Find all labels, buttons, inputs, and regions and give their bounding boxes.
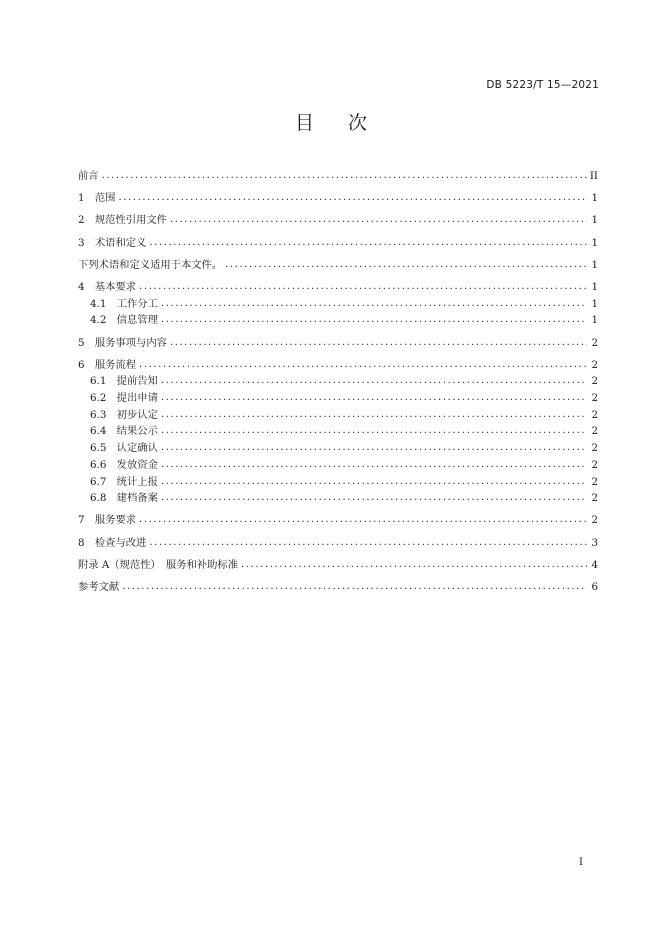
toc-entry-label: 6.5 认定确认 [90,442,158,455]
toc-entry-label: 6.3 初步认定 [90,408,158,421]
toc-dot-leader [170,214,587,226]
toc-entry[interactable] [78,581,598,593]
toc-dot-leader [161,425,587,437]
toc-entry[interactable] [78,392,598,404]
toc-entry[interactable] [78,492,598,504]
toc-entry[interactable] [78,514,598,526]
toc-entry-page: 2 [591,514,598,527]
toc-entry-page: 2 [591,458,598,471]
toc-dot-leader [161,492,587,504]
toc-entry-page: 1 [591,192,598,205]
toc-entry-label: 附录 A（规范性） 服务和补助标准 [78,558,239,571]
toc-entry-label: 4.1 工作分工 [90,297,158,310]
toc-entry-label: 7 服务要求 [78,514,137,527]
toc-entry-page: 2 [591,442,598,455]
toc-dot-leader [161,298,587,310]
toc-dot-leader [161,409,587,421]
toc-entry-page: 6 [591,580,598,593]
toc-entry-label: 2 规范性引用文件 [78,214,167,227]
toc-dot-leader [139,514,587,526]
toc-entry-label: 6.4 结果公示 [90,425,158,438]
toc-entry-page: 2 [591,392,598,405]
toc-entry-label: 6.2 提出申请 [90,392,158,405]
toc-dot-leader [241,559,587,571]
toc-entry-label: 6.8 建档备案 [90,492,158,505]
toc-entry[interactable] [78,559,598,571]
toc-entry[interactable] [78,337,598,349]
toc-entry-page: 2 [591,475,598,488]
toc-entry-label: 3 术语和定义 [78,236,147,249]
toc-entry[interactable] [78,192,598,204]
document-code: DB 5223/T 15—2021 [486,79,599,91]
toc-entry-page: 1 [591,236,598,249]
toc-entry-label: 前言 [78,170,99,182]
toc-entry[interactable] [78,281,598,293]
toc-entry-page: 1 [591,258,598,271]
toc-entry-page: 2 [591,492,598,505]
toc-entry-label: 1 范围 [78,192,116,205]
toc-entry[interactable] [78,375,598,387]
toc-entry[interactable] [78,459,598,471]
toc-entry-label: 5 服务事项与内容 [78,336,167,349]
toc-entry[interactable] [78,314,598,326]
toc-dot-leader [161,375,587,387]
toc-dot-leader [122,581,587,593]
toc-entry-label: 4.2 信息管理 [90,314,158,327]
page-title: 目次 [294,112,401,134]
toc-entry-page: 1 [591,214,598,227]
toc-entry-page: 1 [591,280,598,293]
toc-dot-leader [170,337,587,349]
toc-entry[interactable] [78,259,598,271]
toc-entry-page: 2 [591,336,598,349]
toc-dot-leader [161,476,587,488]
toc-entry[interactable] [78,170,598,182]
toc-dot-leader [161,392,587,404]
toc-entry-label: 下列术语和定义适用于本文件。 [78,258,223,271]
toc-entry[interactable] [78,359,598,371]
toc-dot-leader [161,442,587,454]
toc-entry-label: 参考文献 [78,580,120,593]
toc-entry[interactable] [78,237,598,249]
toc-entry-page: 3 [591,536,598,549]
toc-entry-page: 2 [591,375,598,388]
toc-entry-page: 2 [591,425,598,438]
toc-entry-label: 4 基本要求 [78,280,137,293]
toc-entry[interactable] [78,214,598,226]
toc-entry-label: 6.6 发放资金 [90,458,158,471]
toc-entry-label: 6 服务流程 [78,358,137,371]
toc-entry-page: 4 [591,558,598,571]
toc-entry[interactable] [78,298,598,310]
toc-dot-leader [102,170,587,182]
toc-entry[interactable] [78,476,598,488]
toc-dot-leader [149,537,587,549]
toc-dot-leader [118,192,587,204]
toc-entry-page: 2 [591,408,598,421]
toc-entry[interactable] [78,537,598,549]
toc-dot-leader [139,359,587,371]
page-number: I [579,857,583,868]
toc-entry-page: 2 [591,358,598,371]
toc-dot-leader [161,314,587,326]
toc-entry-label: 6.1 提前告知 [90,375,158,388]
table-of-contents [78,170,598,593]
toc-entry[interactable] [78,425,598,437]
toc-entry[interactable] [78,409,598,421]
toc-entry-label: 6.7 统计上报 [90,475,158,488]
toc-entry-label: 8 检查与改进 [78,536,147,549]
toc-dot-leader [161,459,587,471]
toc-dot-leader [225,259,587,271]
toc-entry-page: II [589,170,598,182]
toc-entry-page: 1 [591,297,598,310]
toc-entry-page: 1 [591,314,598,327]
toc-entry[interactable] [78,442,598,454]
toc-dot-leader [149,237,587,249]
toc-dot-leader [139,281,587,293]
